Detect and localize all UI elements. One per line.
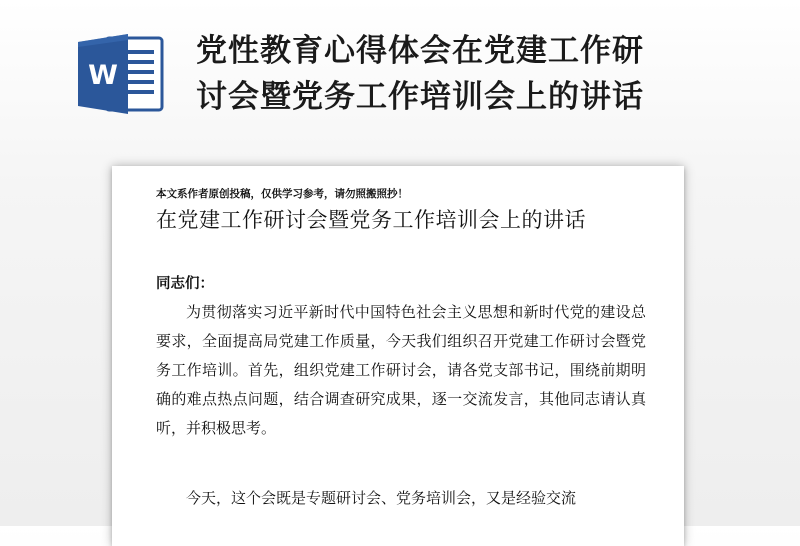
document-page bbox=[112, 166, 684, 546]
document-title: 在党建工作研讨会暨党务工作培训会上的讲话 bbox=[156, 208, 586, 232]
page-title bbox=[196, 28, 776, 120]
salutation: 同志们： bbox=[156, 275, 214, 292]
page-title-line-2: 讨会暨党务工作培训会上的讲话 bbox=[196, 79, 644, 115]
copyright-notice: 本文系作者原创投稿，仅供学习参考，请勿照搬照抄！ bbox=[156, 188, 408, 200]
word-icon-letter: W bbox=[88, 60, 118, 91]
word-document-icon bbox=[76, 32, 166, 116]
page-title-line-1: 党性教育心得体会在党建工作研 bbox=[196, 33, 644, 69]
header-banner bbox=[0, 0, 800, 150]
paragraph-1: 为贯彻落实习近平新时代中国特色社会主义思想和新时代党的建设总要求，全面提高局党建工作质量，今天我们组织召开党建工作研讨会暨党务工作培训。首先，组织党建工作研讨会，请各党支部书记，围绕前期明确的难点热点问题，结合调查研究成果，逐一交流发言，其他同志请认真听，并积极思考。 bbox=[156, 303, 646, 437]
paragraph-2: 今天，这个会既是专题研讨会、党务培训会，又是经验交流 bbox=[186, 489, 577, 507]
